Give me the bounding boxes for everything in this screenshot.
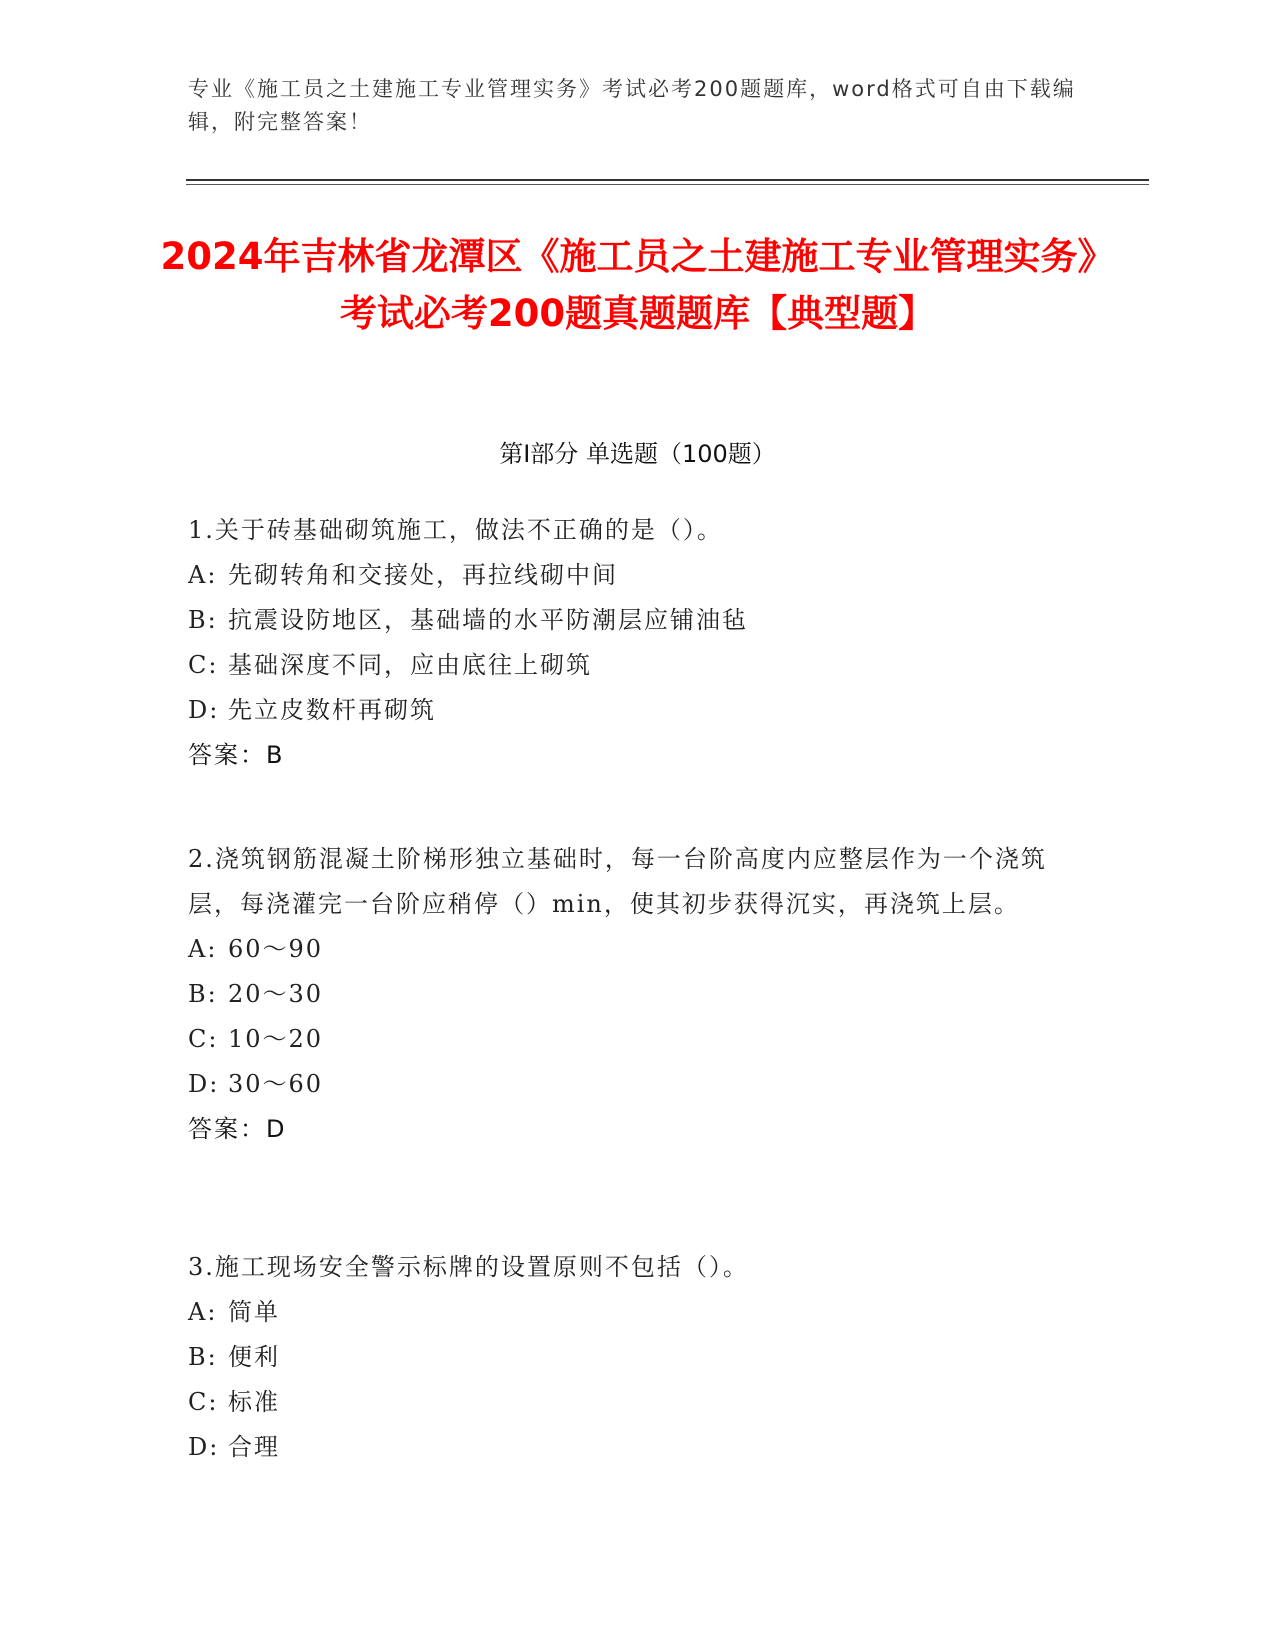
answer: 答案：D (188, 1115, 287, 1143)
option-text: 标准 (228, 1388, 280, 1416)
question-stem: 1.关于砖基础砌筑施工，做法不正确的是（）。 (188, 516, 723, 544)
option-letter: D: (188, 1433, 220, 1461)
option-letter: A: (188, 561, 218, 589)
option-text: 简单 (228, 1298, 280, 1326)
question-stem: 3.施工现场安全警示标牌的设置原则不包括（）。 (188, 1253, 749, 1281)
option-d (188, 688, 1088, 733)
document-title: 2024年吉林省龙潭区《施工员之土建施工专业管理实务》考试必考200题真题题库【典型题】 (160, 235, 1115, 335)
option-text: 20～30 (228, 980, 324, 1008)
option-letter: C: (188, 1025, 219, 1053)
option-letter: C: (188, 1388, 219, 1416)
option-text: 先砌转角和交接处，再拉线砌中间 (228, 561, 618, 589)
option-letter: B: (188, 980, 218, 1008)
option-text: 基础深度不同，应由底往上砌筑 (228, 651, 592, 679)
question-2 (188, 837, 1088, 1152)
option-b (188, 972, 1088, 1017)
option-letter: A: (188, 1298, 218, 1326)
option-a (188, 927, 1088, 972)
option-text: 30～60 (228, 1070, 324, 1098)
question-3 (188, 1245, 1088, 1470)
option-text: 60～90 (228, 935, 324, 963)
option-letter: C: (188, 651, 219, 679)
option-letter: D: (188, 696, 220, 724)
option-a (188, 553, 1088, 598)
question-1 (188, 508, 1088, 778)
option-letter: A: (188, 935, 218, 963)
option-b (188, 1335, 1088, 1380)
question-stem: 2.浇筑钢筋混凝土阶梯形独立基础时，每一台阶高度内应整层作为一个浇筑层，每浇灌完一台阶应稍停（）min，使其初步获得沉实，再浇筑上层。 (188, 845, 1047, 918)
option-text: 抗震设防地区，基础墙的水平防潮层应铺油毡 (228, 606, 748, 634)
header-note: 专业《施工员之土建施工专业管理实务》考试必考200题题库，word格式可自由下载编辑，附完整答案！ (188, 77, 1076, 134)
option-text: 合理 (228, 1433, 280, 1461)
option-c (188, 643, 1088, 688)
option-text: 便利 (228, 1343, 280, 1371)
option-letter: D: (188, 1070, 220, 1098)
section-heading: 第I部分 单选题（100题） (499, 440, 776, 468)
option-c (188, 1017, 1088, 1062)
option-letter: B: (188, 606, 218, 634)
option-a (188, 1290, 1088, 1335)
header-divider-thin (186, 184, 1149, 185)
answer: 答案：B (188, 741, 285, 769)
header-divider-thick (186, 179, 1149, 181)
option-text: 10～20 (228, 1025, 324, 1053)
option-d (188, 1062, 1088, 1107)
option-c (188, 1380, 1088, 1425)
option-d (188, 1425, 1088, 1470)
option-letter: B: (188, 1343, 218, 1371)
option-text: 先立皮数杆再砌筑 (228, 696, 436, 724)
option-b (188, 598, 1088, 643)
